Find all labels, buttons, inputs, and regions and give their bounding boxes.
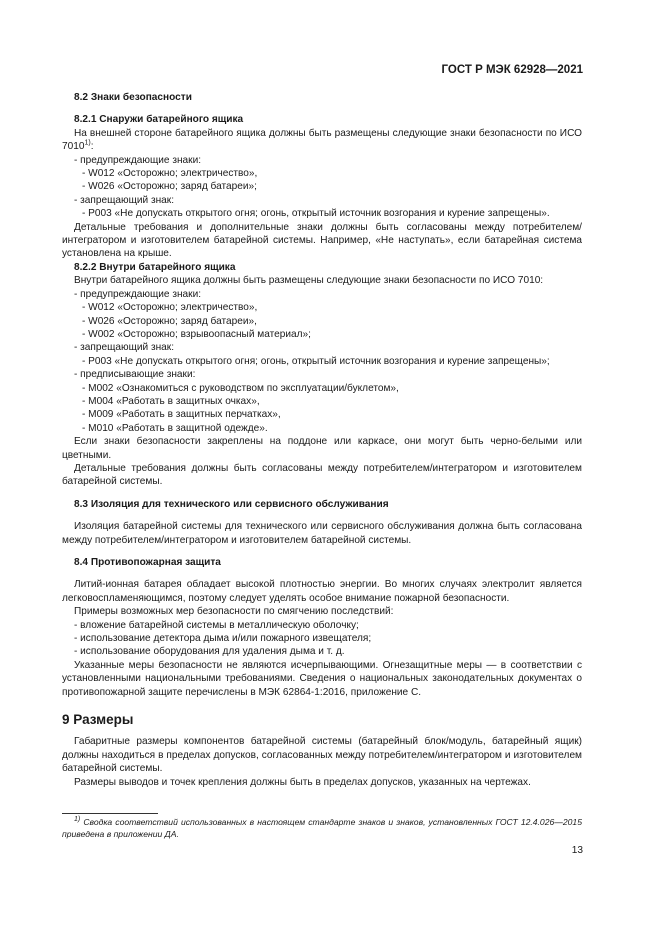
list-item: - использование детектора дыма и/или пожарного извещателя;: [74, 633, 372, 645]
page-content: [62, 91, 582, 789]
intro-colon: :: [90, 141, 94, 153]
section-8-4-paragraph-3: Указанные меры безопасности не являются исчерпывающими. Огнезащитные меры — в соответствии с установленными национальными требованиями. Сведения о национальных законодательных документах о противопожарной защите перечислены в МЭК 62864-1:2016, приложение С.: [62, 659, 582, 698]
page-number: 13: [571, 845, 583, 856]
section-8-2-2-note-1: Если знаки безопасности закреплены на поддоне или каркасе, они могут быть черно-белыми или цветными.: [62, 436, 582, 461]
mandatory-signs-label: - предписывающие знаки:: [74, 369, 196, 381]
section-8-3-text: Изоляция батарейной системы для технического или сервисного обслуживания должна быть согласована между потребителем/интегратором и изготовителем батарейной системы.: [62, 521, 582, 546]
footnote-mark: 1): [74, 816, 81, 824]
footnote-divider: [62, 813, 158, 814]
list-item: - W012 «Осторожно; электричество»,: [82, 302, 258, 314]
section-8-4-paragraph-1: Литий-ионная батарея обладает высокой плотностью энергии. Во многих случаях электролит является легковоспламеняющимся, поэтому следует уделять особое внимание пожарной безопасности.: [62, 579, 582, 604]
prohibition-sign-label: - запрещающий знак:: [74, 194, 175, 206]
warning-signs-label: - предупреждающие знаки:: [74, 154, 202, 166]
list-item: - M009 «Работать в защитных перчатках»,: [82, 409, 281, 421]
section-8-3-title: 8.3 Изоляция для технического или сервисного обслуживания: [74, 498, 389, 510]
list-item: - W012 «Осторожно; электричество»,: [82, 168, 258, 180]
footnote: [62, 817, 582, 840]
list-item: - P003 «Не допускать открытого огня; огонь, открытый источник возгорания и курение запрещены»;: [82, 355, 550, 367]
list-item: - M004 «Работать в защитных очках»,: [82, 395, 260, 407]
section-8-4-title: 8.4 Противопожарная защита: [74, 557, 221, 568]
list-item: - вложение батарейной системы в металлическую оболочку;: [74, 619, 359, 631]
warning-signs-label: - предупреждающие знаки:: [74, 288, 202, 300]
footnote-reference[interactable]: 1): [84, 139, 91, 147]
section-9-title: 9 Размеры: [62, 712, 134, 728]
section-8-2-title: 8.2 Знаки безопасности: [74, 92, 192, 103]
section-9-paragraph-2: Размеры выводов и точек крепления должны быть в пределах допусков, указанных на чертежах.: [74, 776, 531, 788]
section-8-2-2-intro: Внутри батарейного ящика должны быть размещены следующие знаки безопасности по ИСО 7010:: [74, 275, 544, 287]
list-item: - P003 «Не допускать открытого огня; огонь, открытый источник возгорания и курение запрещены».: [82, 208, 550, 220]
section-8-2-1-intro: [62, 127, 582, 154]
list-item: - W026 «Осторожно; заряд батареи»,: [82, 315, 257, 327]
section-8-2-1-detail: Детальные требования и дополнительные знаки должны быть согласованы между потребителем/интегратором и изготовителем батарейной системы. Например, «Не наступать», если батарейная система установлена на крыше.: [62, 221, 582, 260]
list-item: - M002 «Ознакомиться с руководством по эксплуатации/буклетом»,: [82, 382, 399, 394]
intro-text: На внешней стороне батарейного ящика должны быть размещены следующие знаки безопасности по ИСО 7010: [62, 127, 582, 153]
prohibition-sign-label: - запрещающий знак:: [74, 342, 175, 354]
section-8-2-2-note-2: Детальные требования должны быть согласованы между потребителем/интегратором и изготовителем батарейной системы.: [62, 462, 582, 488]
list-item: - использование оборудования для удаления дыма и т. д.: [74, 646, 345, 658]
standard-designation: ГОСТ Р МЭК 62928—2021: [441, 64, 583, 76]
footnote-text: Сводка соответствий использованных в настоящем стандарте знаков и знаков, установленных ГОСТ 12.4.026—2015 приведена в приложении ДА.: [62, 817, 582, 839]
list-item: - W002 «Осторожно; взрывоопасный материал»;: [82, 328, 311, 340]
list-item: - M010 «Работать в защитной одежде».: [82, 422, 268, 434]
section-8-4-paragraph-2: Примеры возможных мер безопасности по смягчению последствий:: [74, 606, 394, 618]
list-item: - W026 «Осторожно; заряд батареи»;: [82, 181, 257, 193]
section-9-paragraph-1: Габаритные размеры компонентов батарейной системы (батарейный блок/модуль, батарейный ящик) должны находиться в пределах допусков, согласованных между потребителем/интегратором и изготовителем батарейной системы.: [62, 736, 582, 775]
section-8-2-1-title: 8.2.1 Снаружи батарейного ящика: [74, 114, 244, 126]
section-8-2-2-title: 8.2.2 Внутри батарейного ящика: [74, 261, 236, 273]
